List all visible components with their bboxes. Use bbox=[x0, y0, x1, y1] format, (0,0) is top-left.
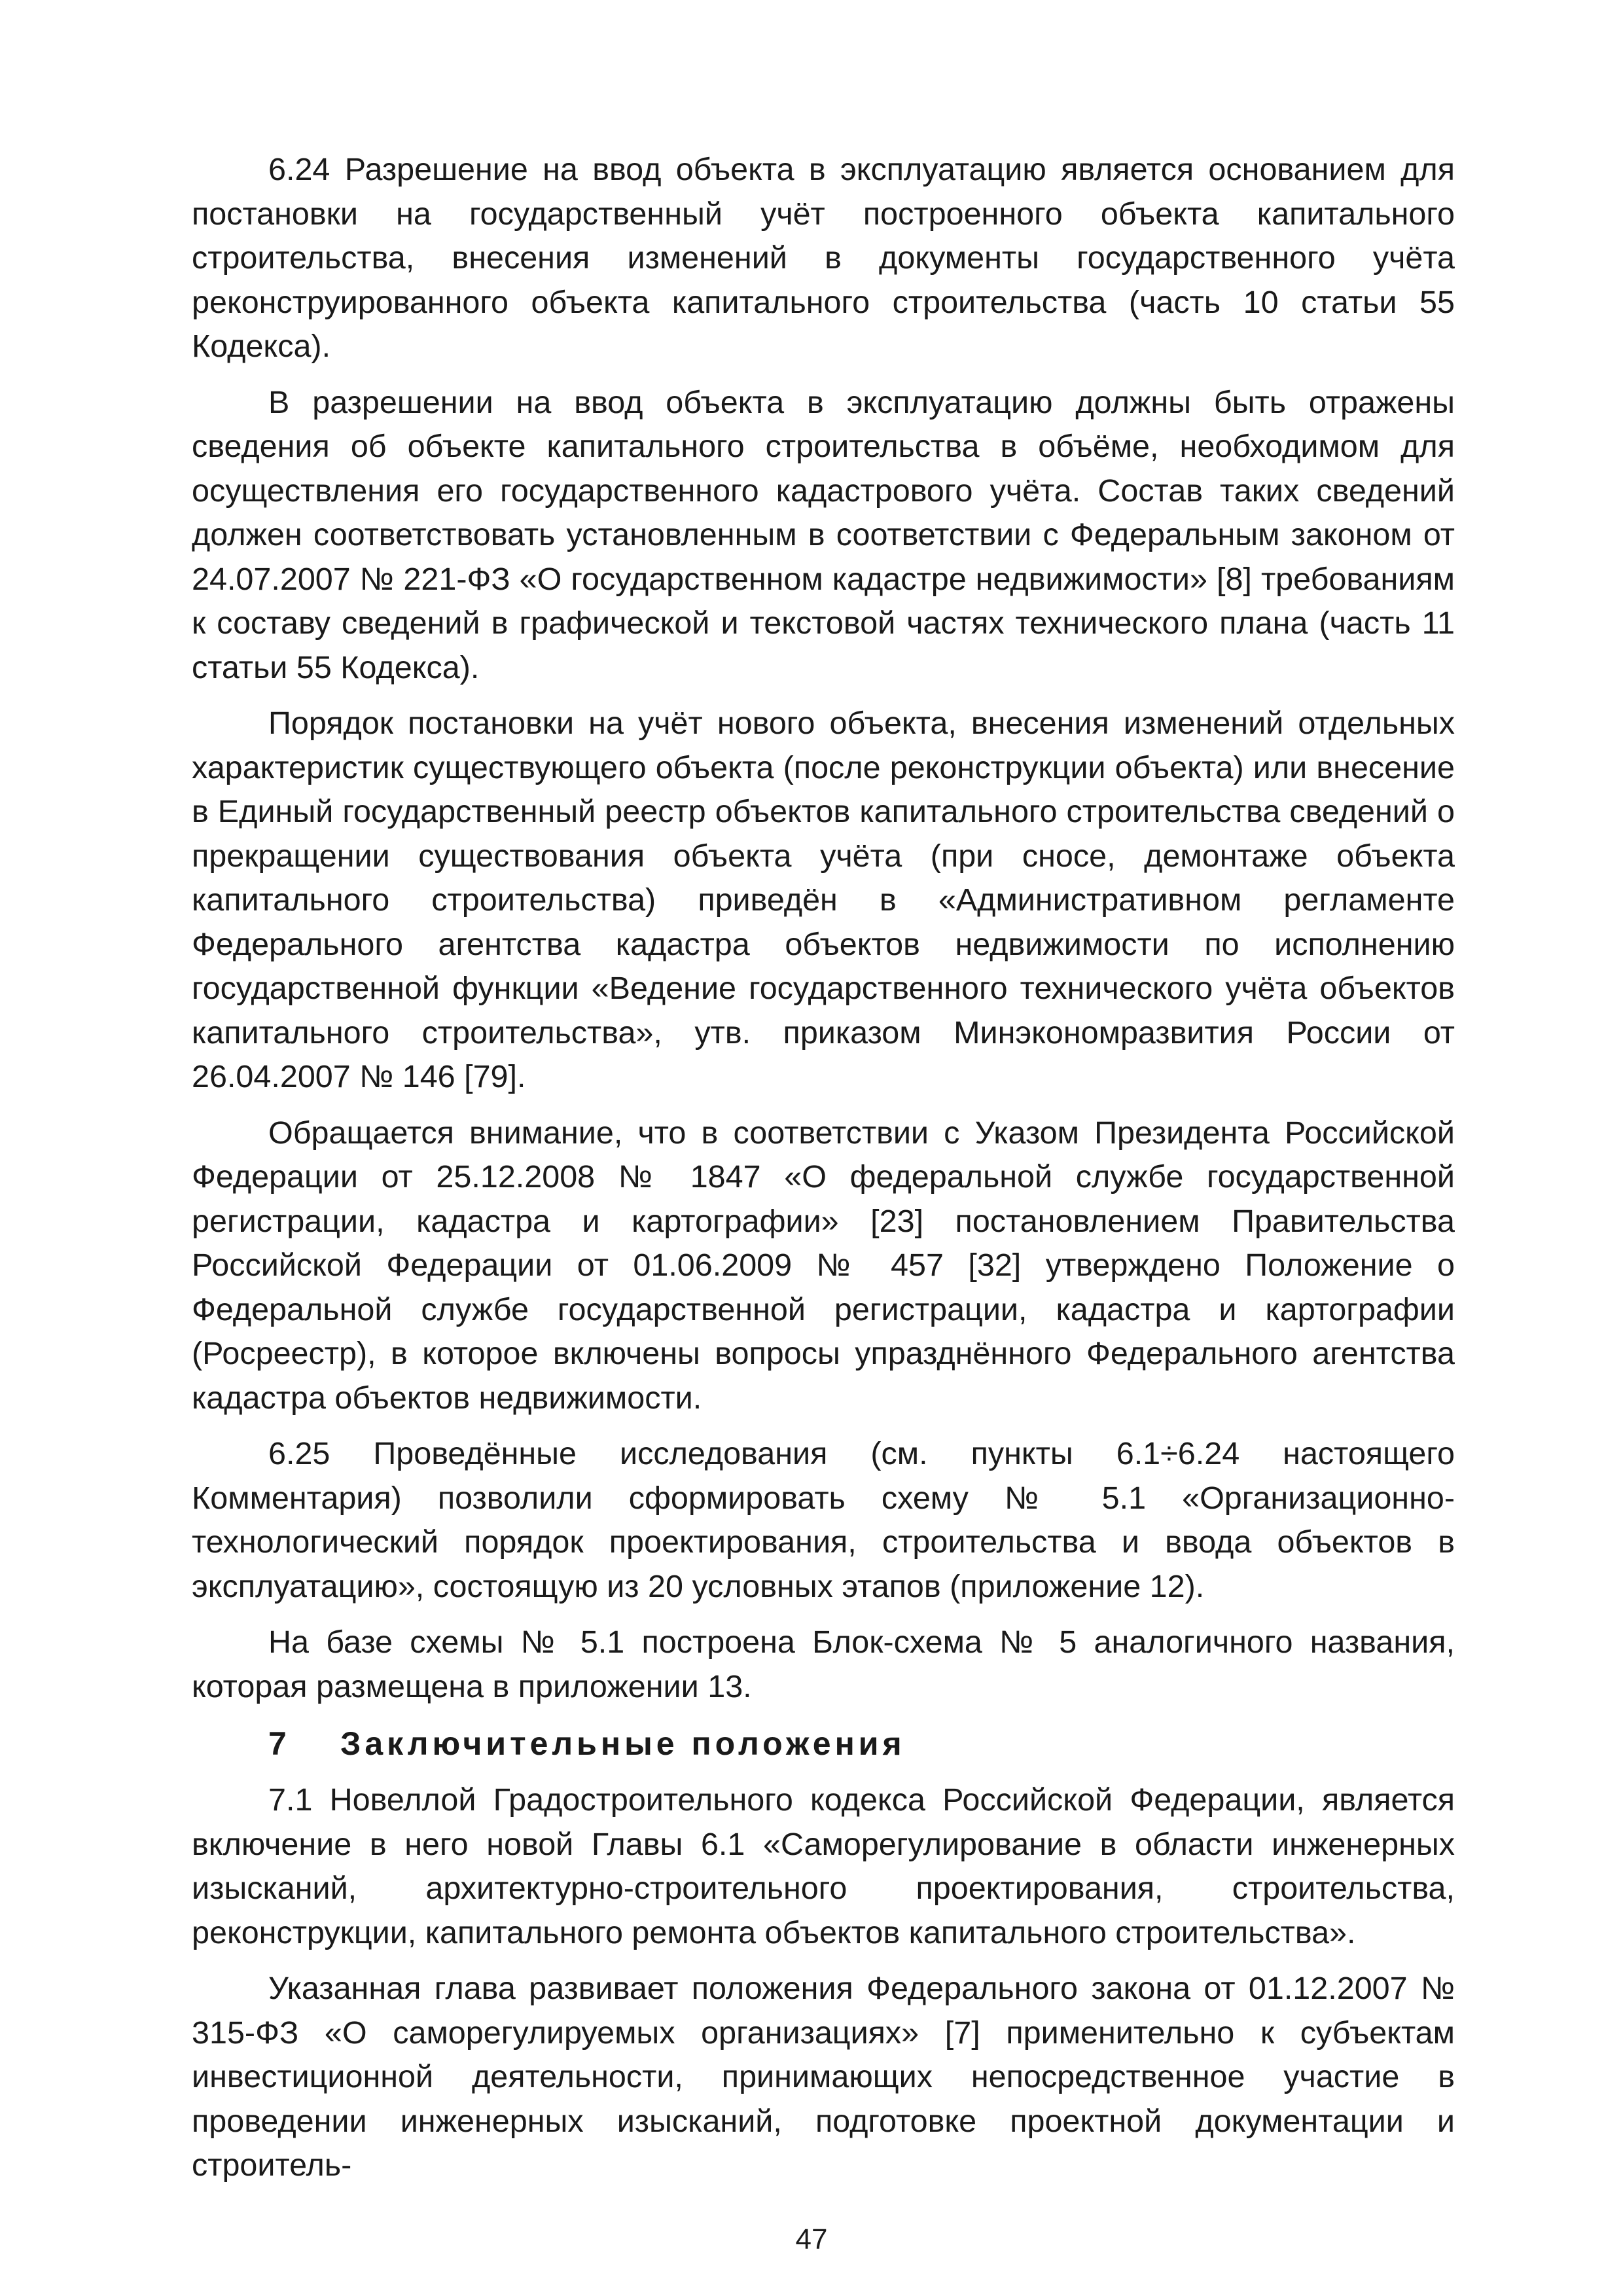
paragraph-chapter-development: Указанная глава развивает положения Федерального закона от 01.12.2007 № 315-ФЗ «О саморегулируемых организациях» [7] применительно к субъектам инвестиционной деятельности, принимающих непосредственное участие в проведении инженерных изысканий, подготовке проектной документации и строитель- bbox=[192, 1971, 1455, 2183]
section-title: Заключительные положения bbox=[340, 1725, 906, 1762]
paragraph-6-25: 6.25 Проведённые исследования (см. пункты 6.1÷6.24 настоящего Комментария) позволили сформировать схему № 5.1 «Организационно-технологический порядок проектирования, строительства и ввода объектов в эксплуатацию», состоящую из 20 условных этапов (приложение 12). bbox=[192, 1436, 1455, 1604]
paragraph-block-scheme: На базе схемы № 5.1 построена Блок-схема № 5 аналогичного названия, которая размещена в приложении 13. bbox=[192, 1624, 1455, 1704]
paragraph-registration-procedure: Порядок постановки на учёт нового объекта, внесения изменений отдельных характеристик существующего объекта (после реконструкции объекта) или внесение в Единый государственный реестр объектов капитального строительства сведений о прекращении существования объекта учёта (при сносе, демонтаже объекта капитального строительства) приведён в «Административном регламенте Федерального агентства кадастра объектов недвижимости по исполнению государственной функции «Ведение государственного технического учёта объектов капитального строительства», утв. приказом Минэкономразвития России от 26.04.2007 № 146 [79]. bbox=[192, 706, 1455, 1094]
paragraph-rosreestr-note: Обращается внимание, что в соответствии с Указом Президента Российской Федерации от 25.12.2008 № 1847 «О федеральной службе государственной регистрации, кадастра и картографии» [23] постановлением Правительства Российской Федерации от 01.06.2009 № 457 [32] утверждено Положение о Федеральной службе государственной регистрации, кадастра и картографии (Росреестр), в которое включены вопросы упразднённого Федерального агентства кадастра объектов недвижимости. bbox=[192, 1115, 1455, 1416]
page-body bbox=[192, 148, 1455, 2200]
section-heading bbox=[192, 1721, 1455, 1767]
paragraph-7-1: 7.1 Новеллой Градостроительного кодекса Российской Федерации, является включение в него новой Главы 6.1 «Саморегулирование в области инженерных изысканий, архитектурно-строительного проектирования, строительства, реконструкции, капитального ремонта объектов капитального строительства». bbox=[192, 1782, 1455, 1950]
paragraph-permit-contents: В разрешении на ввод объекта в эксплуатацию должны быть отражены сведения об объекте капитального строительства в объёме, необходимом для осуществления его государственного кадастрового учёта. Состав таких сведений должен соответствовать установленным в соответствии с Федеральным законом от 24.07.2007 № 221-ФЗ «О государственном кадастре недвижимости» [8] требованиям к составу сведений в графической и текстовой частях технического плана (часть 11 статьи 55 Кодекса). bbox=[192, 384, 1455, 685]
page-number: 47 bbox=[795, 2223, 828, 2255]
paragraph-6-24: 6.24 Разрешение на ввод объекта в эксплуатацию является основанием для постановки на государственный учёт построенного объекта капитального строительства, внесения изменений в документы государственного учёта реконструированного объекта капитального строительства (часть 10 статьи 55 Кодекса). bbox=[192, 152, 1455, 364]
section-number: 7 bbox=[268, 1725, 287, 1762]
